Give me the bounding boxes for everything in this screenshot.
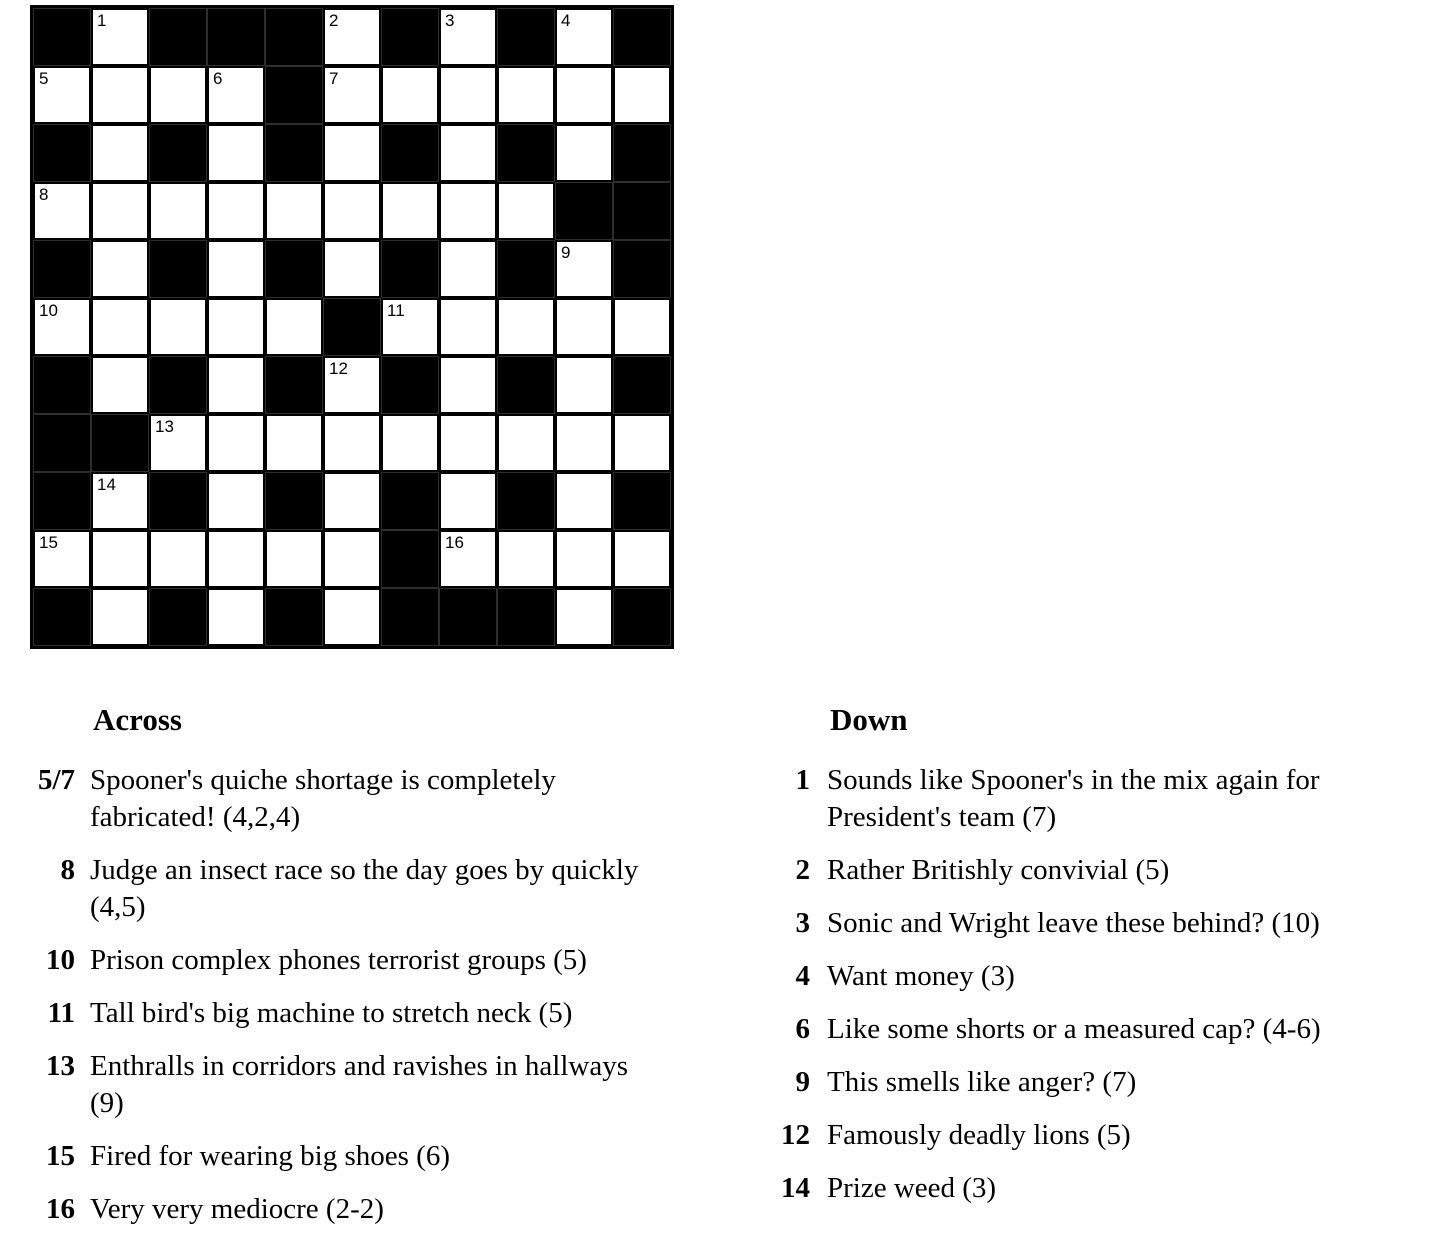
black-cell bbox=[33, 124, 91, 182]
white-cell[interactable] bbox=[323, 588, 381, 646]
cell-number: 15 bbox=[39, 533, 58, 552]
white-cell[interactable] bbox=[265, 414, 323, 472]
black-cell bbox=[207, 8, 265, 66]
white-cell[interactable] bbox=[91, 588, 149, 646]
clue-text: This smells like anger? (7) bbox=[827, 1066, 1137, 1098]
black-cell bbox=[149, 8, 207, 66]
black-cell bbox=[323, 298, 381, 356]
black-cell bbox=[265, 124, 323, 182]
white-cell[interactable] bbox=[381, 298, 439, 356]
crossword-grid bbox=[30, 5, 674, 649]
white-cell[interactable] bbox=[91, 356, 149, 414]
clue-number: 6 bbox=[795, 1013, 810, 1045]
white-cell[interactable] bbox=[555, 472, 613, 530]
white-cell[interactable] bbox=[439, 124, 497, 182]
white-cell[interactable] bbox=[555, 588, 613, 646]
white-cell[interactable] bbox=[497, 414, 555, 472]
white-cell[interactable] bbox=[33, 530, 91, 588]
clue-number: 1 bbox=[795, 764, 810, 796]
white-cell[interactable] bbox=[91, 298, 149, 356]
white-cell[interactable] bbox=[33, 298, 91, 356]
clue-number: 14 bbox=[781, 1172, 810, 1204]
black-cell bbox=[265, 240, 323, 298]
cell-number: 16 bbox=[445, 533, 464, 552]
black-cell bbox=[265, 472, 323, 530]
black-cell bbox=[265, 356, 323, 414]
black-cell bbox=[33, 356, 91, 414]
white-cell[interactable] bbox=[207, 588, 265, 646]
black-cell bbox=[265, 8, 323, 66]
white-cell[interactable] bbox=[323, 472, 381, 530]
cell-number: 14 bbox=[97, 475, 116, 494]
cell-number: 1 bbox=[97, 11, 107, 30]
white-cell[interactable] bbox=[497, 66, 555, 124]
black-cell bbox=[613, 472, 671, 530]
clue-text: Sonic and Wright leave these behind? (10) bbox=[827, 907, 1320, 939]
clue-text: Enthralls in corridors and ravishes in hallways (9) bbox=[90, 1050, 628, 1119]
cell-number: 2 bbox=[329, 11, 339, 30]
white-cell[interactable] bbox=[207, 472, 265, 530]
white-cell[interactable] bbox=[323, 182, 381, 240]
down-clue-6[interactable] bbox=[718, 1011, 1430, 1048]
clue-text: Prize weed (3) bbox=[827, 1172, 997, 1204]
clue-number: 9 bbox=[795, 1066, 810, 1098]
black-cell bbox=[497, 8, 555, 66]
across-clue-list bbox=[0, 762, 665, 1244]
white-cell[interactable] bbox=[33, 182, 91, 240]
white-cell[interactable] bbox=[439, 240, 497, 298]
white-cell[interactable] bbox=[33, 66, 91, 124]
white-cell[interactable] bbox=[439, 414, 497, 472]
cell-number: 12 bbox=[329, 359, 348, 378]
white-cell[interactable] bbox=[323, 414, 381, 472]
cell-number: 13 bbox=[155, 417, 174, 436]
black-cell bbox=[497, 356, 555, 414]
clue-text: Famously deadly lions (5) bbox=[827, 1119, 1131, 1151]
black-cell bbox=[149, 356, 207, 414]
down-clue-2[interactable] bbox=[718, 852, 1430, 889]
white-cell[interactable] bbox=[265, 298, 323, 356]
white-cell[interactable] bbox=[91, 8, 149, 66]
white-cell[interactable] bbox=[381, 182, 439, 240]
white-cell[interactable] bbox=[613, 66, 671, 124]
clue-text: Very very mediocre (2-2) bbox=[90, 1193, 384, 1225]
across-clue-13[interactable] bbox=[0, 1048, 665, 1122]
across-heading: Across bbox=[93, 702, 182, 737]
cell-number: 11 bbox=[387, 301, 405, 320]
black-cell bbox=[91, 414, 149, 472]
white-cell[interactable] bbox=[613, 530, 671, 588]
down-clue-1[interactable] bbox=[718, 762, 1430, 836]
white-cell[interactable] bbox=[207, 530, 265, 588]
white-cell[interactable] bbox=[555, 66, 613, 124]
white-cell[interactable] bbox=[323, 66, 381, 124]
white-cell[interactable] bbox=[149, 414, 207, 472]
white-cell[interactable] bbox=[149, 66, 207, 124]
clue-number: 11 bbox=[47, 997, 75, 1029]
across-clue-16[interactable] bbox=[0, 1191, 665, 1228]
black-cell bbox=[381, 124, 439, 182]
black-cell bbox=[497, 124, 555, 182]
white-cell[interactable] bbox=[323, 124, 381, 182]
black-cell bbox=[439, 588, 497, 646]
across-clue-11[interactable] bbox=[0, 995, 665, 1032]
down-clue-list bbox=[718, 762, 1430, 1223]
white-cell[interactable] bbox=[497, 530, 555, 588]
across-clue-10[interactable] bbox=[0, 942, 665, 979]
black-cell bbox=[33, 472, 91, 530]
clue-text: Fired for wearing big shoes (6) bbox=[90, 1140, 450, 1172]
down-clue-9[interactable] bbox=[718, 1064, 1430, 1101]
white-cell[interactable] bbox=[91, 182, 149, 240]
clue-number: 2 bbox=[795, 854, 810, 886]
cell-number: 9 bbox=[561, 243, 571, 262]
black-cell bbox=[149, 472, 207, 530]
black-cell bbox=[33, 414, 91, 472]
clue-text: Spooner's quiche shortage is completely fabricated! (4,2,4) bbox=[90, 764, 556, 833]
clue-number: 12 bbox=[781, 1119, 810, 1151]
black-cell bbox=[555, 182, 613, 240]
white-cell[interactable] bbox=[381, 66, 439, 124]
down-heading: Down bbox=[830, 702, 908, 737]
black-cell bbox=[497, 588, 555, 646]
white-cell[interactable] bbox=[91, 530, 149, 588]
white-cell[interactable] bbox=[207, 356, 265, 414]
white-cell[interactable] bbox=[497, 182, 555, 240]
down-clue-14[interactable] bbox=[718, 1170, 1430, 1207]
white-cell[interactable] bbox=[207, 124, 265, 182]
black-cell bbox=[613, 182, 671, 240]
white-cell[interactable] bbox=[555, 8, 613, 66]
black-cell bbox=[33, 240, 91, 298]
clue-text: Want money (3) bbox=[827, 960, 1015, 992]
white-cell[interactable] bbox=[207, 414, 265, 472]
black-cell bbox=[381, 356, 439, 414]
black-cell bbox=[381, 472, 439, 530]
black-cell bbox=[381, 240, 439, 298]
black-cell bbox=[613, 356, 671, 414]
across-clue-15[interactable] bbox=[0, 1138, 665, 1175]
black-cell bbox=[497, 240, 555, 298]
across-clue-8[interactable] bbox=[0, 852, 665, 926]
black-cell bbox=[381, 8, 439, 66]
white-cell[interactable] bbox=[323, 530, 381, 588]
white-cell[interactable] bbox=[555, 356, 613, 414]
clue-text: Judge an insect race so the day goes by quickly (4,5) bbox=[90, 854, 639, 923]
black-cell bbox=[613, 124, 671, 182]
clue-text: Tall bird's big machine to stretch neck (5) bbox=[90, 997, 573, 1029]
cell-number: 3 bbox=[445, 11, 455, 30]
clue-number: 5/7 bbox=[37, 764, 75, 796]
clue-number: 15 bbox=[46, 1140, 75, 1172]
white-cell[interactable] bbox=[91, 66, 149, 124]
white-cell[interactable] bbox=[91, 240, 149, 298]
white-cell[interactable] bbox=[323, 356, 381, 414]
clue-number: 3 bbox=[795, 907, 810, 939]
white-cell[interactable] bbox=[613, 298, 671, 356]
white-cell[interactable] bbox=[91, 472, 149, 530]
white-cell[interactable] bbox=[497, 298, 555, 356]
down-clue-4[interactable] bbox=[718, 958, 1430, 995]
cell-number: 10 bbox=[39, 301, 58, 320]
black-cell bbox=[613, 8, 671, 66]
black-cell bbox=[149, 124, 207, 182]
clue-number: 16 bbox=[46, 1193, 75, 1225]
white-cell[interactable] bbox=[439, 66, 497, 124]
white-cell[interactable] bbox=[149, 182, 207, 240]
black-cell bbox=[33, 8, 91, 66]
black-cell bbox=[149, 588, 207, 646]
white-cell[interactable] bbox=[613, 414, 671, 472]
black-cell bbox=[265, 588, 323, 646]
clue-number: 10 bbox=[46, 944, 75, 976]
white-cell[interactable] bbox=[149, 530, 207, 588]
clue-text: Like some shorts or a measured cap? (4-6) bbox=[827, 1013, 1321, 1045]
down-clue-12[interactable] bbox=[718, 1117, 1430, 1154]
white-cell[interactable] bbox=[323, 8, 381, 66]
white-cell[interactable] bbox=[555, 530, 613, 588]
white-cell[interactable] bbox=[439, 182, 497, 240]
cell-number: 5 bbox=[39, 69, 49, 88]
cell-number: 7 bbox=[329, 69, 339, 88]
down-clue-3[interactable] bbox=[718, 905, 1430, 942]
cell-number: 6 bbox=[213, 69, 223, 88]
white-cell[interactable] bbox=[323, 240, 381, 298]
black-cell bbox=[381, 530, 439, 588]
black-cell bbox=[613, 588, 671, 646]
clue-number: 4 bbox=[795, 960, 810, 992]
white-cell[interactable] bbox=[439, 356, 497, 414]
white-cell[interactable] bbox=[265, 182, 323, 240]
black-cell bbox=[613, 240, 671, 298]
white-cell[interactable] bbox=[381, 414, 439, 472]
black-cell bbox=[497, 472, 555, 530]
white-cell[interactable] bbox=[207, 66, 265, 124]
white-cell[interactable] bbox=[207, 182, 265, 240]
clue-number: 13 bbox=[46, 1050, 75, 1082]
across-clue-5-7[interactable] bbox=[0, 762, 665, 836]
white-cell[interactable] bbox=[207, 240, 265, 298]
white-cell[interactable] bbox=[555, 414, 613, 472]
black-cell bbox=[265, 66, 323, 124]
clue-number: 8 bbox=[60, 854, 75, 886]
white-cell[interactable] bbox=[265, 530, 323, 588]
white-cell[interactable] bbox=[439, 298, 497, 356]
white-cell[interactable] bbox=[439, 530, 497, 588]
white-cell[interactable] bbox=[439, 472, 497, 530]
black-cell bbox=[149, 240, 207, 298]
black-cell bbox=[381, 588, 439, 646]
white-cell[interactable] bbox=[555, 240, 613, 298]
cell-number: 8 bbox=[39, 185, 49, 204]
clue-text: Rather Britishly convivial (5) bbox=[827, 854, 1170, 886]
white-cell[interactable] bbox=[555, 298, 613, 356]
white-cell[interactable] bbox=[207, 298, 265, 356]
clue-text: Sounds like Spooner's in the mix again for President's team (7) bbox=[827, 764, 1320, 833]
black-cell bbox=[33, 588, 91, 646]
cell-number: 4 bbox=[561, 11, 571, 30]
white-cell[interactable] bbox=[149, 298, 207, 356]
white-cell[interactable] bbox=[91, 124, 149, 182]
clue-text: Prison complex phones terrorist groups (5) bbox=[90, 944, 587, 976]
white-cell[interactable] bbox=[555, 124, 613, 182]
white-cell[interactable] bbox=[439, 8, 497, 66]
